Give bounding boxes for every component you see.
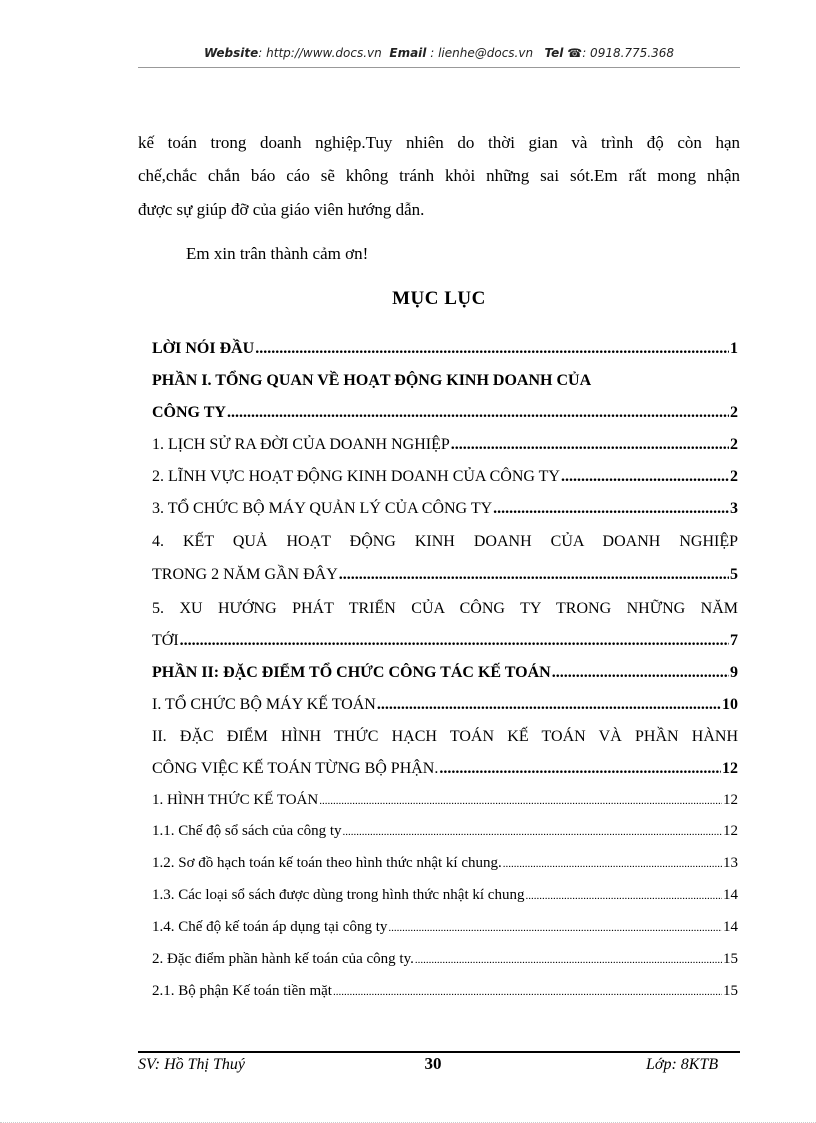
toc-page: 15 [723,951,738,967]
toc-page: 12 [723,823,738,839]
toc-leader [552,664,729,682]
email-label: Email [389,46,427,60]
toc-label: 2. Đặc điểm phần hành kế toán của công ty. [152,951,414,967]
tel-label: Tel [544,46,564,60]
toc-entry[interactable] [152,436,738,454]
toc-entry[interactable] [152,500,738,518]
toc-entry[interactable] [152,404,738,422]
page-number: 30 [424,1054,442,1073]
toc-label: 1.1. Chế độ sổ sách của công ty [152,823,342,839]
footer-student: SV: Hồ Thị Thuý [138,1056,245,1073]
toc-page: 14 [723,919,738,935]
toc-entry[interactable] [152,760,738,778]
toc-entry[interactable] [152,919,738,936]
footer-class: Lớp: 8KTB [646,1056,719,1073]
toc-entry[interactable] [152,887,738,904]
toc-title: MỤC LỤC [392,288,486,309]
toc-entry[interactable] [152,664,738,682]
toc-label: LỜI NÓI ĐẦU [152,340,255,357]
toc-leader [525,887,722,904]
toc-page: 7 [730,632,738,649]
toc-page: 12 [722,760,738,777]
toc-label: TRONG 2 NĂM GẦN ĐÂY [152,566,338,583]
toc-entry[interactable] [152,855,738,872]
toc-leader [339,566,729,584]
phone-icon: ☎ [567,46,583,60]
toc-label: CÔNG VIỆC KẾ TOÁN TỪNG BỘ PHẬN. [152,760,439,777]
toc-label: PHẦN I. TỔNG QUAN VỀ HOẠT ĐỘNG KINH DOANH CỦA [152,372,592,389]
toc-page: 1 [730,340,738,357]
toc-leader [503,855,722,872]
toc-label: 3. TỔ CHỨC BỘ MÁY QUẢN LÝ CỦA CÔNG TY [152,500,493,517]
toc-entry[interactable] [152,951,738,968]
toc-label: 2. LĨNH VỰC HOẠT ĐỘNG KINH DOANH CỦA CÔNG TY [152,468,560,485]
toc-label: TỚI [152,632,179,649]
toc-leader [415,951,722,968]
intro-line-1: kế toán trong doanh nghiệp.Tuy nhiên do thời gian và trình độ còn hạn [138,133,740,152]
toc-leader [333,983,722,1000]
toc-entry[interactable] [152,533,738,551]
toc-leader [377,696,721,714]
toc-page: 10 [722,696,738,713]
toc-label: I. TỔ CHỨC BỘ MÁY KẾ TOÁN [152,696,376,713]
toc-entry[interactable] [152,696,738,714]
toc-page: 2 [730,404,738,421]
toc-leader [561,468,729,486]
intro-line-3: được sự giúp đỡ của giáo viên hướng dẫn. [138,200,425,219]
toc-page: 15 [723,983,738,999]
toc-entry[interactable] [152,792,738,809]
toc-label: 5. XU HƯỚNG PHÁT TRIỂN CỦA CÔNG TY TRONG NHỮNG NĂM [152,600,738,617]
toc-entry[interactable] [152,632,738,650]
intro-line-2: chế,chắc chắn báo cáo sẽ không tránh khỏi những sai sót.Em rất mong nhận [138,166,740,185]
toc-label: II. ĐẶC ĐIỂM HÌNH THỨC HẠCH TOÁN KẾ TOÁN VÀ PHẦN HÀNH [152,728,738,745]
toc-page: 14 [723,887,738,903]
toc-label: 1. HÌNH THỨC KẾ TOÁN [152,792,319,808]
toc-entry[interactable] [152,600,738,618]
toc-label: PHẦN II: ĐẶC ĐIỂM TỔ CHỨC CÔNG TÁC KẾ TOÁN [152,664,551,681]
toc-leader [255,340,729,358]
toc-label: 1.2. Sơ đồ hạch toán kế toán theo hình thức nhật kí chung. [152,855,502,871]
toc-leader [451,436,729,454]
website-url: : http://www.docs.vn [258,46,382,60]
toc-label: 1.4. Chế độ kế toán áp dụng tại công ty [152,919,388,935]
toc-leader [227,404,729,422]
email-address: : lienhe@docs.vn [430,46,534,60]
toc-entry[interactable] [152,566,738,584]
toc-entry[interactable] [152,372,738,390]
toc-entry[interactable] [152,823,738,840]
toc-entry[interactable] [152,728,738,746]
toc-label: 2.1. Bộ phận Kế toán tiền mặt [152,983,332,999]
toc-label: CÔNG TY [152,404,226,421]
tel-number: : 0918.775.368 [582,46,675,60]
header-divider [138,67,740,68]
toc-leader [493,500,729,518]
toc-leader [180,632,729,650]
toc-page: 5 [730,566,738,583]
toc-page: 2 [730,436,738,453]
toc-label: 1.3. Các loại sổ sách được dùng trong hình thức nhật kí chung [152,887,525,903]
toc-leader [439,760,721,778]
footer-divider [138,1051,740,1053]
toc-entry[interactable] [152,468,738,486]
toc-page: 12 [723,792,738,808]
toc-page: 9 [730,664,738,681]
toc-page: 3 [730,500,738,517]
toc-entry[interactable] [152,340,738,358]
toc-label: 4. KẾT QUẢ HOẠT ĐỘNG KINH DOANH CỦA DOANH NGHIỆP [152,533,738,550]
website-label: Website [203,46,259,60]
toc-leader [388,919,722,936]
toc-page: 2 [730,468,738,485]
page-header [138,46,740,60]
toc-leader [319,792,722,809]
toc-leader [343,823,722,840]
thanks-line: Em xin trân thành cảm ơn! [186,244,369,263]
toc-page: 13 [723,855,738,871]
toc-label: 1. LỊCH SỬ RA ĐỜI CỦA DOANH NGHIỆP [152,436,450,453]
toc-entry[interactable] [152,983,738,1000]
